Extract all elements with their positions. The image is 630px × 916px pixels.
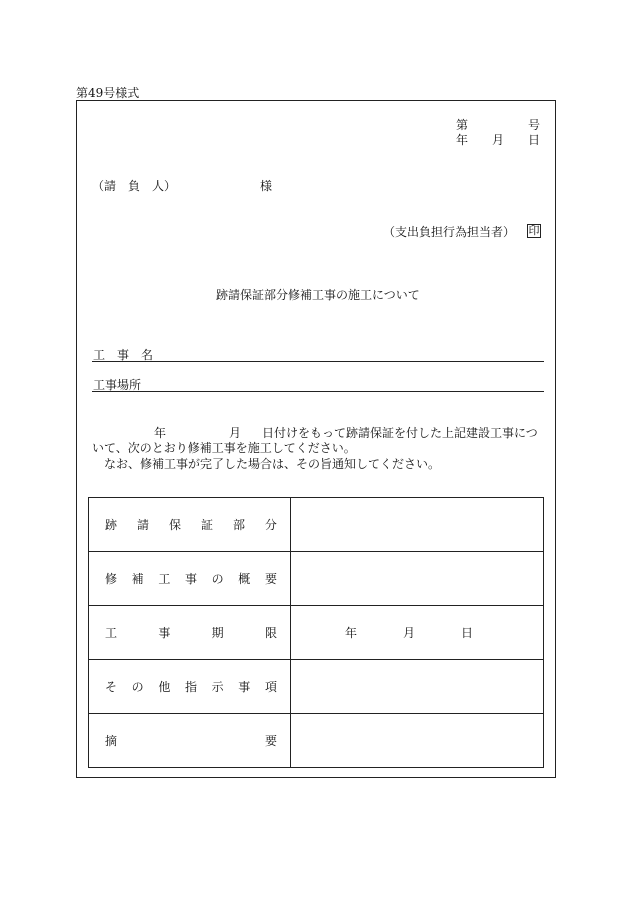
- label-char: 概: [238, 572, 251, 586]
- body-date-year: 年: [154, 426, 167, 440]
- row-value-remarks: [291, 714, 544, 768]
- work-name-line: [92, 361, 544, 362]
- label-char: 証: [200, 518, 213, 532]
- label-char: 請: [136, 518, 149, 532]
- form-number: 第49号様式: [76, 86, 140, 100]
- table-row: [89, 552, 544, 606]
- label-char: 要: [264, 572, 277, 586]
- table-row: [89, 714, 544, 768]
- label-char: 指: [184, 680, 197, 694]
- deadline-day: 日: [460, 626, 473, 640]
- recipient-label: （請 負 人）: [92, 179, 177, 193]
- row-value-overview: [291, 552, 544, 606]
- work-name-label: 工 事 名: [93, 348, 154, 362]
- deadline-year: 年: [345, 626, 358, 640]
- label-char: 保: [168, 518, 181, 532]
- date-year: 年: [456, 133, 469, 147]
- label-char: 示: [211, 680, 224, 694]
- label-char: の: [211, 572, 224, 586]
- work-location-line: [92, 391, 544, 392]
- label-char: 部: [232, 518, 245, 532]
- doc-number-prefix: 第: [456, 118, 469, 132]
- sender-label: （支出負担行為担当者）: [383, 225, 516, 239]
- row-label-overview: [89, 570, 290, 587]
- label-char: 修: [105, 572, 118, 586]
- document-title: 跡請保証部分修補工事の施工について: [216, 288, 420, 302]
- deadline-month: 月: [402, 626, 415, 640]
- table-row: [89, 606, 544, 660]
- label-char: 分: [264, 518, 277, 532]
- label-char: 摘: [105, 734, 118, 748]
- date-month: 月: [492, 133, 505, 147]
- label-char: そ: [105, 680, 118, 694]
- table-row: [89, 498, 544, 552]
- label-char: 跡: [105, 518, 118, 532]
- label-char: 他: [158, 680, 171, 694]
- label-char: 工: [158, 572, 171, 586]
- row-label-deadline: [89, 624, 290, 641]
- label-char: 事: [158, 626, 171, 640]
- label-char: 工: [105, 626, 118, 640]
- seal-mark: 印: [528, 224, 540, 237]
- body-line-3: なお、修補工事が完了した場合は、その旨通知してください。: [104, 457, 441, 471]
- row-label-other: [89, 678, 290, 695]
- body-line-2: いて、次のとおり修補工事を施工してください。: [92, 441, 356, 455]
- row-value-other: [291, 660, 544, 714]
- row-label-remarks: [89, 732, 290, 749]
- doc-number-suffix: 号: [528, 118, 541, 132]
- body-line-1: 日付けをもって跡請保証を付した上記建設工事につ: [262, 426, 538, 440]
- details-table: [88, 497, 544, 768]
- date-day: 日: [528, 133, 541, 147]
- recipient-honorific: 様: [260, 179, 273, 193]
- row-value-deadline: [291, 606, 544, 660]
- body-date-month: 月: [229, 426, 242, 440]
- label-char: 項: [264, 680, 277, 694]
- label-char: 補: [131, 572, 144, 586]
- row-value-guarantee: [291, 498, 544, 552]
- label-char: 事: [184, 572, 197, 586]
- label-char: 限: [264, 626, 277, 640]
- label-char: の: [131, 680, 144, 694]
- table-row: [89, 660, 544, 714]
- label-char: 事: [238, 680, 251, 694]
- label-char: 期: [211, 626, 224, 640]
- label-char: 要: [264, 734, 277, 748]
- row-label-guarantee: [89, 516, 290, 533]
- work-location-label: 工事場所: [93, 378, 142, 392]
